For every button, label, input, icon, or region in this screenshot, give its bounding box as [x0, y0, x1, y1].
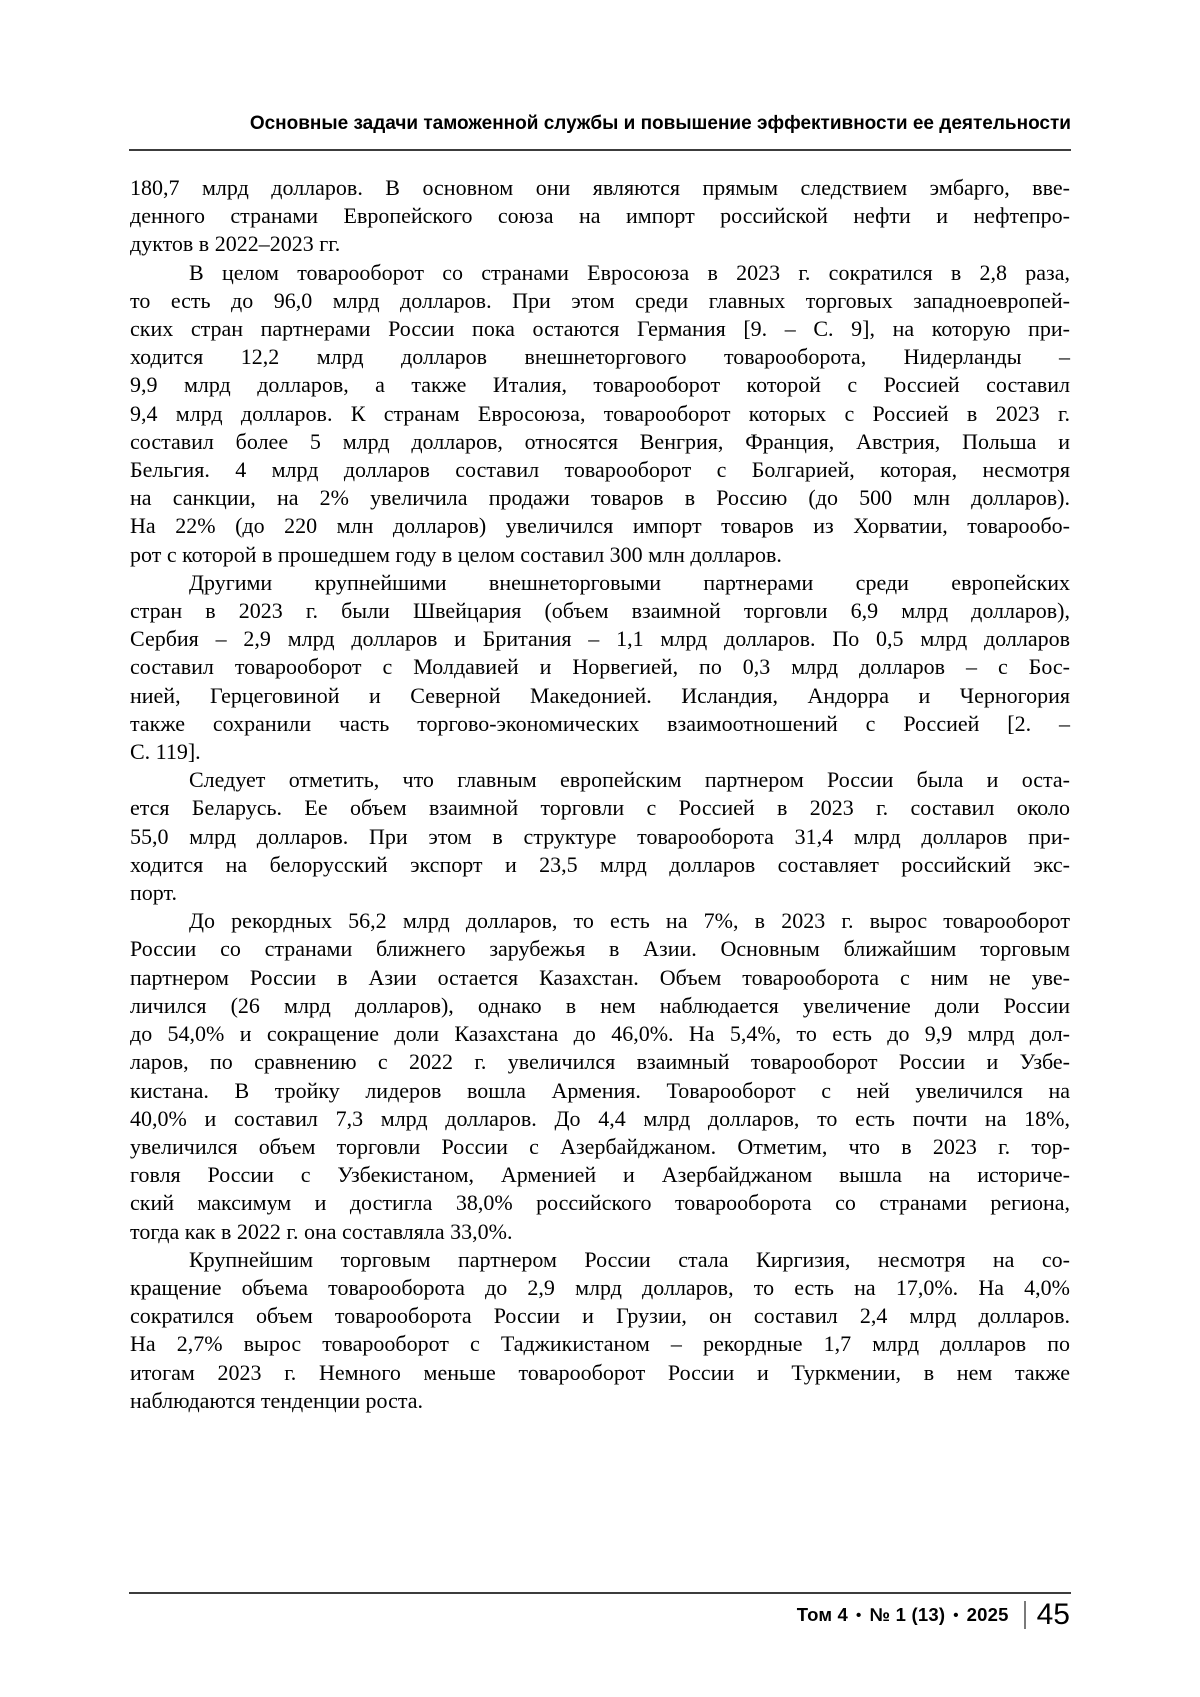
text-line: 40,0% и составил 7,3 млрд долларов. До 4,4 млрд долларов, то есть почти на 18%, [130, 1105, 1070, 1131]
text-line: 55,0 млрд долларов. При этом в структуре товарооборота 31,4 млрд долларов при- [130, 823, 1070, 849]
text-line: составил более 5 млрд долларов, относятся Венгрия, Франция, Австрия, Польша и [130, 428, 1070, 454]
text-line: также сохранили часть торгово-экономических взаимоотношений с Россией [2. – [130, 710, 1070, 736]
text-line: стран в 2023 г. были Швейцария (объем взаимной торговли 6,9 млрд долларов), [130, 598, 1070, 624]
volume-label: Том 4 [796, 1604, 849, 1625]
paragraph [130, 569, 1070, 766]
text-line: рот с которой в прошедшем году в целом составил 300 млн долларов. [130, 541, 782, 567]
text-line: партнером России в Азии остается Казахстан. Объем товарооборота с ним не уве- [130, 964, 1070, 990]
text-line: тогда как в 2022 г. она составляла 33,0%. [130, 1218, 513, 1244]
text-line: личился (26 млрд долларов), однако в нем наблюдается увеличение доли России [130, 992, 1070, 1018]
text-line: составил товарооборот с Молдавией и Норвегией, по 0,3 млрд долларов – с Бос- [130, 654, 1070, 680]
text-line: денного странами Европейского союза на импорт российской нефти и нефтепро- [130, 203, 1070, 229]
text-line: ется Беларусь. Ее объем взаимной торговли с Россией в 2023 г. составил около [130, 795, 1070, 821]
text-line: 180,7 млрд долларов. В основном они являются прямым следствием эмбарго, вве- [130, 175, 1070, 200]
text-line: России со странами ближнего зарубежья в Азии. Основным ближайшим торговым [130, 936, 1070, 962]
running-head-title: Основные задачи таможенной службы и повышение эффективности ее деятельности [249, 113, 1071, 134]
text-line: наблюдаются тенденции роста. [130, 1387, 424, 1413]
text-line: на санкции, на 2% увеличила продажи товаров в Россию (до 500 млн долларов). [130, 485, 1070, 511]
issue-label: № 1 (13) [869, 1604, 946, 1625]
text-line: 9,9 млрд долларов, а также Италия, товарооборот которой с Россией составил [130, 372, 1070, 398]
text-line: сократился объем товарооборота России и Грузии, он составил 2,4 млрд долларов. [130, 1303, 1070, 1329]
footer-divider [129, 1592, 1071, 1594]
paragraph [130, 259, 1070, 569]
page-number: 45 [1036, 1598, 1070, 1631]
separator-dot: • [953, 1607, 959, 1624]
text-line: порт. [130, 880, 177, 906]
text-line: С. 119]. [130, 739, 201, 765]
text-line: ларов, по сравнению с 2022 г. увеличился взаимный товарооборот России и Узбе- [130, 1049, 1070, 1075]
separator-dot: • [856, 1607, 862, 1624]
year-label: 2025 [966, 1604, 1009, 1625]
text-line: Сербия – 2,9 млрд долларов и Британия – 1,1 млрд долларов. По 0,5 млрд долларов [130, 626, 1070, 652]
text-line: ский максимум и достигла 38,0% российского товарооборота со странами региона, [130, 1190, 1070, 1216]
text-line: говля России с Узбекистаном, Арменией и Азербайджаном вышла на историче- [130, 1162, 1070, 1188]
paragraph [130, 907, 1070, 1245]
text-line: ских стран партнерами России пока остаются Германия [9. – С. 9], на которую при- [130, 316, 1070, 342]
paragraph [130, 174, 1070, 259]
issue-info [797, 1604, 1009, 1626]
text-line: ходится на белорусский экспорт и 23,5 млрд долларов составляет российский экс- [130, 851, 1070, 877]
text-line: то есть до 96,0 млрд долларов. При этом среди главных торговых западноевропей- [130, 287, 1070, 313]
page-footer [130, 1598, 1070, 1632]
text-line: В целом товарооборот со странами Евросоюза в 2023 г. сократился в 2,8 раза, [189, 259, 1070, 285]
text-line: Следует отметить, что главным европейским партнером России была и оста- [189, 767, 1070, 793]
body-text [130, 174, 1070, 1415]
text-line: кистана. В тройку лидеров вошла Армения. Товарооборот с ней увеличился на [130, 1077, 1070, 1103]
paragraph [130, 766, 1070, 907]
text-line: до 54,0% и сокращение доли Казахстана до 46,0%. На 5,4%, то есть до 9,9 млрд дол- [130, 1021, 1070, 1047]
text-line: До рекордных 56,2 млрд долларов, то есть на 7%, в 2023 г. вырос товарооборот [189, 908, 1070, 934]
text-line: увеличился объем торговли России с Азербайджаном. Отметим, что в 2023 г. тор- [130, 1133, 1070, 1159]
text-line: Бельгия. 4 млрд долларов составил товарооборот с Болгарией, которая, несмотря [130, 457, 1070, 483]
text-line: итогам 2023 г. Немного меньше товарооборот России и Туркмении, в нем также [130, 1359, 1070, 1385]
text-line: ходится 12,2 млрд долларов внешнеторгового товарооборота, Нидерланды – [130, 344, 1070, 370]
page-number-divider [1024, 1601, 1026, 1629]
text-line: Крупнейшим торговым партнером России стала Киргизия, несмотря на со- [189, 1246, 1070, 1272]
text-line: На 22% (до 220 млн долларов) увеличился импорт товаров из Хорватии, товарообо- [130, 513, 1070, 539]
text-line: На 2,7% вырос товарооборот с Таджикистаном – рекордные 1,7 млрд долларов по [130, 1331, 1070, 1357]
text-line: кращение объема товарооборота до 2,9 млрд долларов, то есть на 17,0%. На 4,0% [130, 1274, 1070, 1300]
header-divider [129, 149, 1071, 151]
text-line: дуктов в 2022–2023 гг. [130, 231, 341, 257]
text-line: Другими крупнейшими внешнеторговыми партнерами среди европейских [189, 569, 1070, 595]
text-line: нией, Герцеговиной и Северной Македонией. Исландия, Андорра и Черногория [130, 682, 1070, 708]
paragraph [130, 1246, 1070, 1415]
text-line: 9,4 млрд долларов. К странам Евросоюза, товарооборот которых с Россией в 2023 г. [130, 400, 1070, 426]
